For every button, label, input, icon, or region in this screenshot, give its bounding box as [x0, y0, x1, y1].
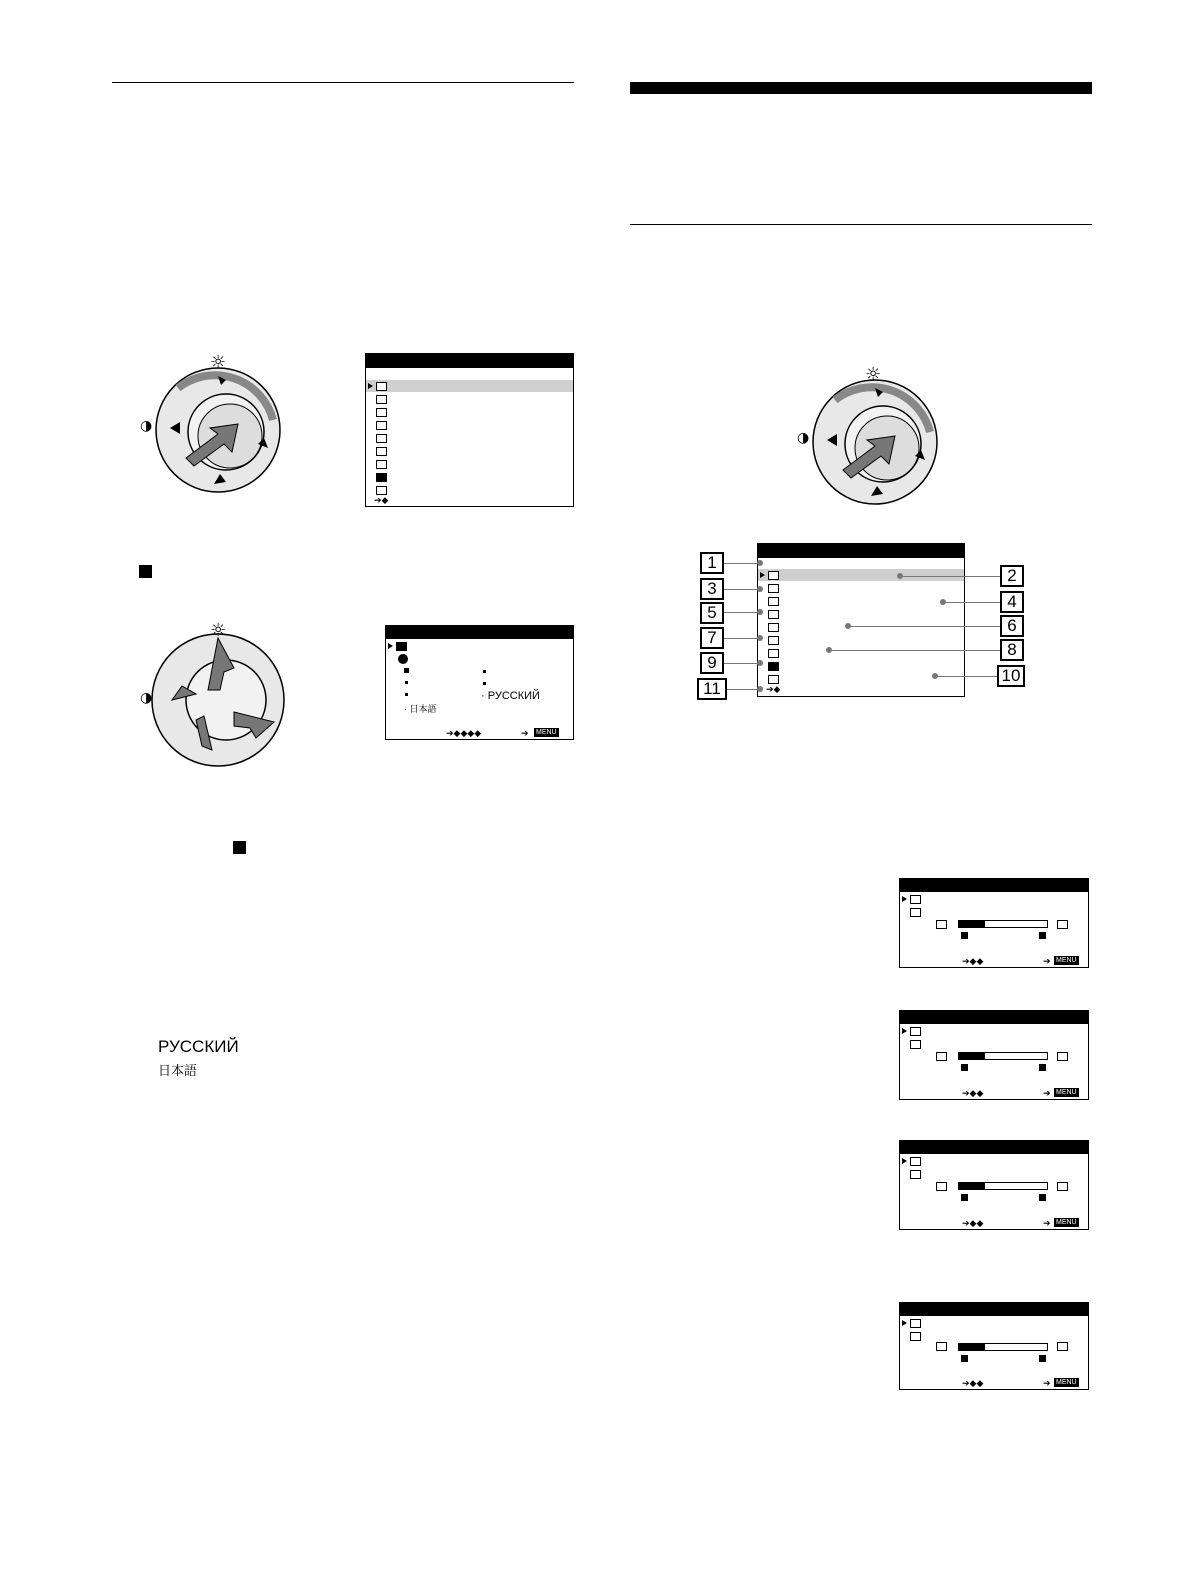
- svg-text:☼: ☼: [210, 620, 227, 641]
- osd-geometry-menu: ➔◆◆ ➔ MENU: [899, 1140, 1089, 1230]
- callout-7: 7: [700, 627, 724, 649]
- left-column-rule: [112, 82, 574, 83]
- control-button-pressed-illustration: [138, 350, 288, 500]
- right-column-heading-bar: [630, 82, 1092, 94]
- callout-3: 3: [700, 578, 724, 600]
- osd-size-menu: ➔◆◆ ➔ MENU: [899, 878, 1089, 968]
- right-column-rule: [630, 224, 1092, 225]
- callout-2: 2: [1000, 565, 1024, 587]
- language-icon: [139, 565, 152, 578]
- callout-8: 8: [1000, 639, 1024, 661]
- osd-language-menu: · РУССКИЙ · 日本語 ➔◆◆◆◆ ➔ MENU: [385, 625, 574, 740]
- svg-text:☼: ☼: [865, 364, 882, 385]
- svg-text:☼: ☼: [210, 352, 227, 373]
- svg-text:◑: ◑: [140, 690, 153, 706]
- language-russian: РУССКИЙ: [158, 1037, 239, 1056]
- language-icon-inline: [233, 841, 246, 854]
- control-button-pressed-illustration-right: [795, 362, 945, 512]
- osd-trapezoid-menu-button: MENU: [1056, 1379, 1077, 1386]
- callout-9: 9: [700, 652, 724, 674]
- osd-japanese-option: 日本語: [409, 704, 437, 714]
- osd-trapezoid-menu: ➔◆◆ ➔ MENU: [899, 1302, 1089, 1390]
- callout-6: 6: [1000, 615, 1024, 637]
- osd-russian-option: РУССКИЙ: [487, 690, 540, 702]
- osd-menu-button: MENU: [536, 729, 557, 736]
- osd-center-menu: ➔◆◆ ➔ MENU: [899, 1010, 1089, 1100]
- callout-10: 10: [997, 665, 1025, 687]
- osd-center-menu-button: MENU: [1056, 1089, 1077, 1096]
- svg-text:◑: ◑: [140, 418, 153, 434]
- osd-main-menu-annotated: ➔◆: [757, 543, 965, 697]
- language-japanese: 日本語: [158, 1063, 198, 1078]
- osd-size-menu-button: MENU: [1056, 957, 1077, 964]
- callout-5: 5: [700, 602, 724, 624]
- callout-1: 1: [700, 552, 724, 574]
- svg-text:◑: ◑: [797, 430, 810, 446]
- callout-4: 4: [1000, 591, 1024, 613]
- osd-geometry-menu-button: MENU: [1056, 1219, 1077, 1226]
- osd-main-menu-small: ➔◆: [365, 353, 574, 507]
- control-button-directions-illustration: [138, 620, 288, 770]
- callout-11: 11: [697, 678, 727, 700]
